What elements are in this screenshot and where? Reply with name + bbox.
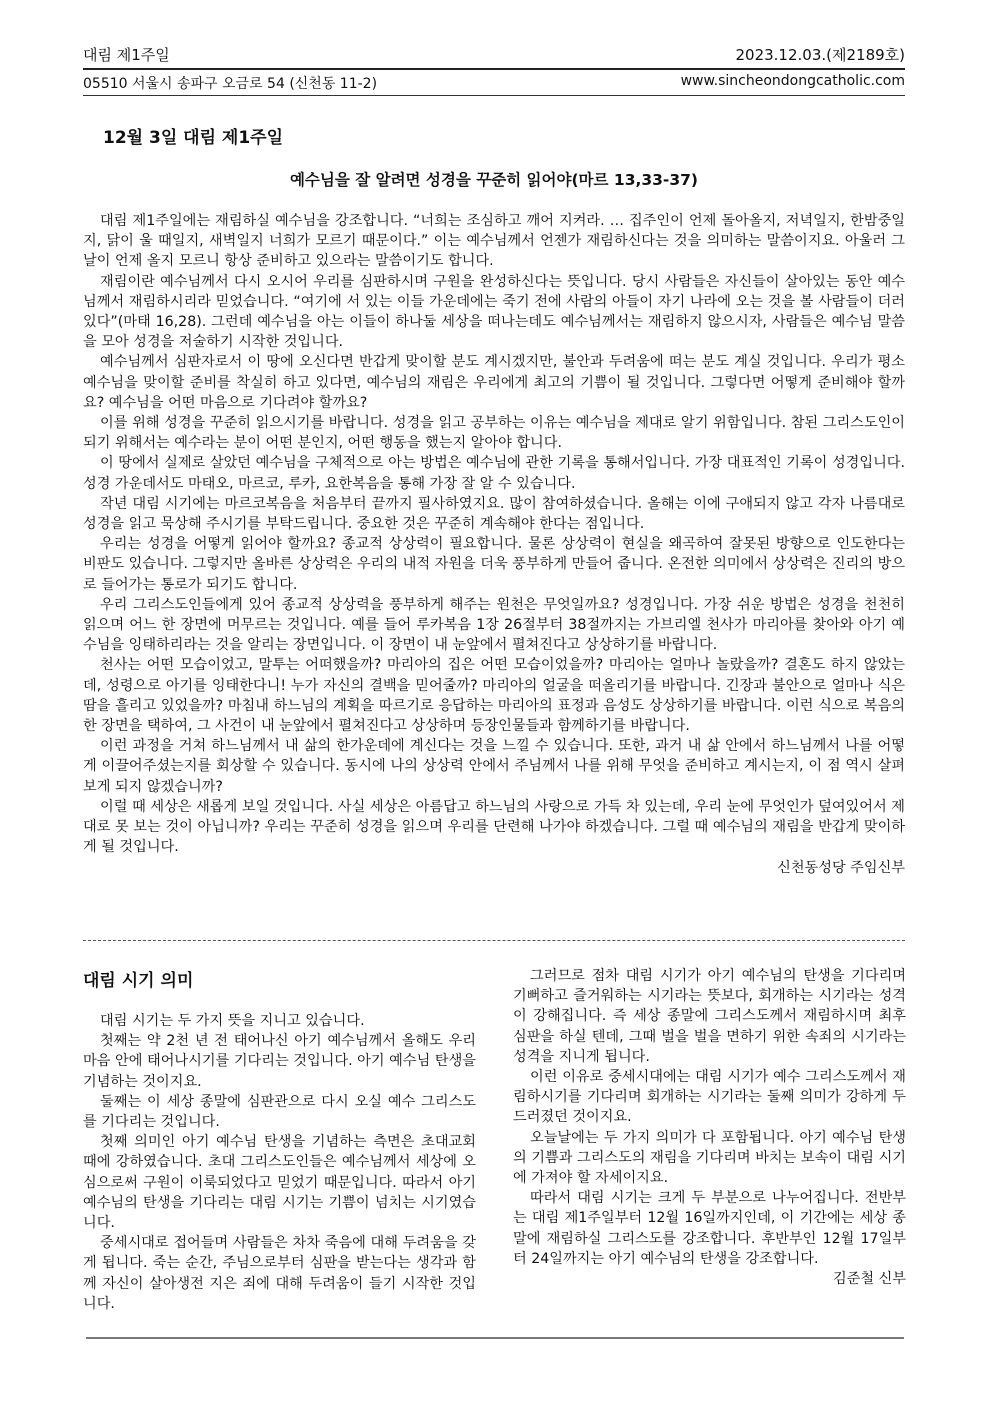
homily-paragraph: 이럴 때 세상은 새롭게 보일 것입니다. 사실 세상은 아름답고 하느님의 사랑으로 가득 차 있는데, 우리 눈에 무엇인가 덮여있어서 제대로 못 보는 것이 아닙니까? 우리는 꾸준히 성경을 읽으며 우리를 단련해 나가야 하겠습니다. 그럴 때 예수님의 재림을 반갑게 맞이하게 될 것입니다.	[83, 798, 905, 856]
homily-paragraph: 재림이란 예수님께서 다시 오시어 우리를 심판하시며 구원을 완성하신다는 뜻입니다. 당시 사람들은 자신들이 살아있는 동안 예수님께서 재림하시리라 믿었습니다. “여기에 서 있는 이들 가운데에는 죽기 전에 사람의 아들이 자기 나라에 오는 것을 볼 사람들이 더러 있다”(마태 16,28). 그런데 예수님을 아는 이들이 하나둘 세상을 떠나는데도 예수님께서는 재림하지 않으시자, 사람들은 예수님 말씀을 모아 성경을 저술하기 시작한 것입니다.	[83, 273, 905, 351]
homily-title: 예수님을 잘 알려면 성경을 꾸준히 읽어야(마르 13,33-37)	[289, 171, 699, 189]
homily-paragraph: 이런 과정을 거쳐 하느님께서 내 삶의 한가운데에 계신다는 것을 느낄 수 있습니다. 또한, 과거 내 삶 안에서 하느님께서 나를 어떻게 이끌어주셨는지를 회상할 수 있습니다. 동시에 나의 상상력 안에서 주님께서 나를 위해 무엇을 준비하고 계시는지, 이 점 역시 살펴보게 되지 않겠습니까?	[83, 738, 905, 795]
advent-paragraph: 이런 이유로 중세시대에는 대림 시기가 예수 그리스도께서 재림하시기를 기다리며 회개하는 시기라는 둘째 의미가 강하게 두드러졌던 것이지요.	[513, 1069, 906, 1126]
homily-body	[83, 211, 905, 878]
advent-paragraph: 첫째는 약 2천 년 전 태어나신 아기 예수님께서 올해도 우리 마음 안에 태어나시기를 기다리는 것입니다. 아기 예수님 탄생을 기념하는 것이지요.	[83, 1033, 476, 1090]
advent-paragraph: 중세시대로 접어들며 사람들은 차차 죽음에 대해 두려움을 갖게 됩니다. 죽는 순간, 주님으로부터 심판을 받는다는 생각과 함께 자신이 살아생전 지은 죄에 대해 두려움이 들기 시작한 것입니다.	[83, 1235, 476, 1312]
advent-left-column	[83, 1011, 476, 1314]
homily-paragraph: 작년 대림 시기에는 마르코복음을 처음부터 끝까지 필사하였지요. 많이 참여하셨습니다. 올해는 이에 구애되지 않고 각자 나름대로 성경을 읽고 묵상해 주시기를 부탁드립니다. 중요한 것은 꾸준히 계속해야 한다는 점입니다.	[83, 495, 905, 533]
homily-signature-row	[83, 858, 905, 878]
header-rule-bottom	[83, 95, 905, 96]
header-rule	[83, 68, 905, 70]
advent-paragraph: 그러므로 점차 대림 시기가 아기 예수님의 탄생을 기다리며 기뻐하고 즐거워하는 시기라는 뜻보다, 회개하는 시기라는 성격이 강해집니다. 즉 세상 종말에 그리스도께서 재림하시며 최후 심판을 하실 텐데, 그때 벌을 벌을 면하기 위한 속죄의 시기라는 성격을 지니게 됩니다.	[513, 968, 906, 1065]
page-header	[83, 44, 905, 96]
homily-paragraph: 우리는 성경을 어떻게 읽어야 할까요? 종교적 상상력이 필요합니다. 물론 상상력이 현실을 왜곡하여 잘못된 방향으로 인도한다는 비판도 있습니다. 그렇지만 올바른 상상력은 우리의 내적 자원을 더욱 풍부하게 만들어 줍니다. 온전한 의미에서 상상력은 진리의 방으로 들어가는 통로가 되기도 합니다.	[83, 536, 905, 593]
homily-paragraph: 이 땅에서 실제로 살았던 예수님을 구체적으로 아는 방법은 예수님에 관한 기록을 통해서입니다. 가장 대표적인 기록이 성경입니다. 성경 가운데서도 마태오, 마르코, 루카, 요한복음을 통해 가장 잘 알 수 있습니다.	[83, 455, 905, 492]
church-address: 05510 서울시 송파구 오금로 54 (신천동 11-2)	[83, 76, 378, 92]
advent-last-text: 따라서 대림 시기는 크게 두 부분으로 나누어집니다. 전반부는 대림 제1주일부터 12월 16일까지인데, 이 기간에는 세상 종말에 재림하실 그리스도를 강조합니다. 후반부인 12월 17일부터 24일까지는 아기 예수님의 탄생을 강조합니다.	[513, 1190, 906, 1267]
advent-signature: 김준철 신부	[832, 1271, 906, 1288]
advent-paragraph: 오늘날에는 두 가지 의미가 다 포함됩니다. 아기 예수님 탄생의 기쁨과 그리스도의 재림을 기다리며 바치는 보속이 대림 시기에 가져야 할 자세이지요.	[513, 1129, 906, 1187]
homily-paragraph: 이를 위해 성경을 꾸준히 읽으시기를 바랍니다. 성경을 읽고 공부하는 이유는 예수님을 제대로 알기 위함입니다. 참된 그리스도인이 되기 위해서는 예수라는 분이 어떤 분인지, 어떤 행동을 했는지 알아야 합니다.	[83, 415, 905, 452]
advent-paragraph-last	[513, 1188, 906, 1288]
section-divider	[83, 940, 905, 941]
bulletin-date: 2023.12.03.(제2189호)	[735, 46, 905, 64]
homily-paragraph: 예수님께서 심판자로서 이 땅에 오신다면 반갑게 맞이할 분도 계시겠지만, 불안과 두려움에 떠는 분도 계실 것입니다. 우리가 평소 예수님을 맞이할 준비를 착실히 하고 있다면, 예수님의 재림은 우리에게 최고의 기쁨이 될 것입니다. 그렇다면 어떻게 준비해야 할까요? 예수님을 어떤 마음으로 기다려야 할까요?	[83, 354, 905, 411]
church-website[interactable]: www.sincheondongcatholic.com	[680, 73, 905, 89]
homily-paragraph: 우리 그리스도인들에게 있어 종교적 상상력을 풍부하게 해주는 원천은 무엇일까요? 성경입니다. 가장 쉬운 방법은 성경을 천천히 읽으며 어느 한 장면에 머무르는 것입니다. 예를 들어 루카복음 1장 26절부터 38절까지는 가브리엘 천사가 마리아를 찾아와 아기 예수님을 잉태하리라는 것을 알리는 장면입니다. 이 장면이 내 눈앞에서 펼쳐진다고 상상하기를 바랍니다.	[83, 596, 905, 654]
section-title: 12월 3일 대림 제1주일	[103, 128, 284, 148]
homily-paragraph: 천사는 어떤 모습이었고, 말투는 어떠했을까? 마리아의 집은 어떤 모습이었을까? 마리아는 얼마나 놀랐을까? 결혼도 하지 않았는데, 성령으로 아기를 잉태한다니! 누가 자신의 결백을 믿어줄까? 마리아의 얼굴을 떠올리기를 바랍니다. 긴장과 불안으로 얼마나 식은땀을 흘리고 있었을까? 마침내 하느님의 계획을 따르기로 응답하는 마리아의 표정과 음성도 상상하기를 바랍니다. 이런 식으로 복음의 한 장면을 택하여, 그 사건이 내 눈앞에서 펼쳐진다고 상상하며 등장인물들과 함께하기를 바랍니다.	[83, 657, 905, 735]
bulletin-title: 대림 제1주일	[83, 46, 170, 64]
advent-paragraph: 첫째 의미인 아기 예수님 탄생을 기념하는 측면은 초대교회 때에 강하였습니다. 초대 그리스도인들은 예수님께서 세상에 오심으로써 구원이 이룩되었다고 믿었기 때문입니다. 따라서 아기 예수님의 탄생을 기다리는 대림 시기는 기쁨이 넘치는 시기였습니다.	[83, 1134, 476, 1232]
advent-paragraph: 둘째는 이 세상 종말에 심판관으로 다시 오실 예수 그리스도를 기다리는 것입니다.	[83, 1093, 476, 1131]
advent-meaning-title: 대림 시기 의미	[83, 971, 194, 991]
homily-paragraph: 대림 제1주일에는 재림하실 예수님을 강조합니다. “너희는 조심하고 깨어 지켜라. … 집주인이 언제 돌아올지, 저녁일지, 한밤중일지, 닭이 울 때일지, 새벽일지 너희가 모르기 때문이다.” 이는 예수님께서 언젠가 재림하신다는 것을 의미하는 말씀이지요. 아울러 그날이 언제 올지 모르니 항상 준비하고 있으라는 말씀이기도 합니다.	[83, 213, 905, 270]
advent-paragraph: 대림 시기는 두 가지 뜻을 지니고 있습니다.	[100, 1013, 365, 1029]
homily-signature: 신천동성당 주임신부	[777, 859, 905, 876]
advent-right-column	[513, 966, 906, 1289]
bottom-rule	[86, 1337, 904, 1339]
